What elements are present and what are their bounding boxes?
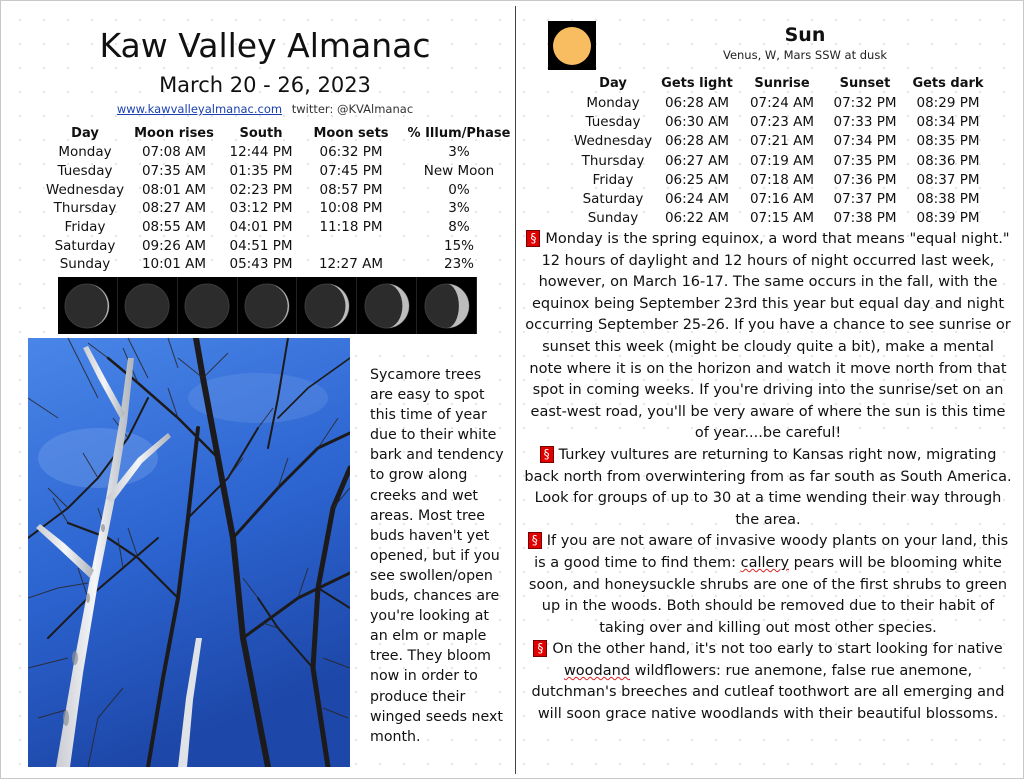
table-cell: Saturday	[582, 191, 644, 208]
table-row	[572, 209, 990, 228]
table-cell: 09:26 AM	[141, 237, 207, 254]
table-cell: 05:43 PM	[229, 256, 293, 273]
table-cell: 08:34 PM	[916, 113, 980, 130]
table-cell: Tuesday	[57, 163, 113, 180]
table-cell: Wednesday	[45, 181, 125, 198]
table-cell: 06:28 AM	[664, 133, 730, 150]
section-marker-icon: §	[526, 230, 540, 247]
table-row	[572, 170, 990, 189]
table-row	[572, 151, 990, 170]
sycamore-photo	[28, 338, 350, 767]
moon-phase-icon	[58, 277, 118, 334]
sun-section-title: Sun	[784, 24, 826, 46]
table-cell: 07:32 PM	[833, 94, 897, 111]
table-cell: 08:01 AM	[141, 181, 207, 198]
table-cell: 08:27 AM	[141, 200, 207, 217]
table-cell: 04:01 PM	[229, 219, 293, 236]
note-text: Monday is the spring equinox, a word that means "equal night." 12 hours of daylight and 12 hours of night occurred last week, however, on March 16-17. The same occurs in the fall, with the equinox being September 23rd this year but equal day and night occurring September 25-26. If you have a chance to see sunrise or sunset this week (might be cloudy quite a bit), make a mental note where it is on the horizon and watch it move north from that spot in coming weeks. If you're driving into the sunrise/set on an east-west road, you'll be very aware of where the sun is this time of year....be careful!	[525, 231, 1011, 442]
table-cell: 07:34 PM	[833, 133, 897, 150]
table-cell: 07:19 AM	[749, 152, 815, 169]
table-cell: 07:45 PM	[319, 163, 383, 180]
table-cell: 07:35 PM	[833, 152, 897, 169]
moon-phase-icon	[417, 277, 477, 334]
table-cell: 08:38 PM	[916, 191, 980, 208]
table-row	[42, 255, 518, 274]
moon-phase-icon	[238, 277, 298, 334]
moon-col-header: % Illum/Phase	[407, 126, 511, 141]
table-cell: 08:36 PM	[916, 152, 980, 169]
table-cell: Sunday	[59, 256, 111, 273]
planets-note: Venus, W, Mars SSW at dusk	[722, 48, 888, 62]
note-equinox	[524, 229, 1012, 445]
table-cell: 06:25 AM	[664, 171, 730, 188]
twitter-handle: twitter: @KVAlmanac	[291, 102, 414, 116]
table-row	[572, 189, 990, 208]
moon-phase-icon	[297, 277, 357, 334]
table-cell: 04:51 PM	[229, 237, 293, 254]
table-cell: 06:24 AM	[664, 191, 730, 208]
sun-table-header	[572, 73, 990, 93]
note-wildflowers	[524, 639, 1012, 725]
table-cell: 8%	[448, 219, 470, 236]
table-cell: New Moon	[423, 163, 495, 180]
table-cell: 08:39 PM	[916, 210, 980, 227]
moon-phase-icon	[357, 277, 417, 334]
spellcheck-word: woodand	[563, 662, 631, 679]
moon-col-header: Day	[71, 126, 99, 141]
header-links	[30, 101, 500, 117]
section-marker-icon: §	[528, 532, 542, 549]
table-cell: 11:18 PM	[319, 219, 383, 236]
table-cell: 06:32 PM	[319, 144, 383, 161]
table-cell: 07:16 AM	[749, 191, 815, 208]
table-row	[42, 218, 518, 237]
table-row	[572, 132, 990, 151]
table-cell	[302, 236, 400, 255]
table-cell: Friday	[64, 219, 106, 236]
table-row	[572, 112, 990, 131]
note-text: Turkey vultures are returning to Kansas right now, migrating back north from overwintering from as far south as South America. Look for groups of up to 30 at a time wending their way through the area.	[524, 446, 1012, 528]
table-cell: 06:27 AM	[664, 152, 730, 169]
table-cell: 07:33 PM	[833, 113, 897, 130]
spellcheck-word: callery	[740, 554, 790, 571]
table-cell: Thursday	[581, 152, 645, 169]
table-cell: 07:36 PM	[833, 171, 897, 188]
note-text: pears will be blooming white soon, and honeysuckle shrubs are one of the first shrubs to green up in the woods. Both should be removed due to their habit of taking over and killing out most other species.	[528, 554, 1008, 636]
table-cell: 08:35 PM	[916, 133, 980, 150]
moon-phase-icon	[118, 277, 178, 334]
table-cell: 07:21 AM	[749, 133, 815, 150]
table-cell: 3%	[448, 200, 470, 217]
table-cell: 08:55 AM	[141, 219, 207, 236]
table-cell: 02:23 PM	[229, 181, 293, 198]
moon-phase-strip	[58, 277, 477, 334]
table-cell: Monday	[58, 144, 112, 161]
table-cell: 3%	[448, 144, 470, 161]
table-cell: 03:12 PM	[229, 200, 293, 217]
table-row	[42, 199, 518, 218]
moon-col-header: Moon sets	[313, 126, 389, 141]
moon-phase-icon	[178, 277, 238, 334]
table-cell: 10:08 PM	[319, 200, 383, 217]
moon-col-header: Moon rises	[134, 126, 214, 141]
table-cell: 23%	[443, 256, 474, 273]
sun-col-header: Gets dark	[912, 75, 984, 91]
moon-table-header	[42, 124, 518, 143]
table-cell: 08:29 PM	[916, 94, 980, 111]
table-cell: 12:44 PM	[229, 144, 293, 161]
table-row	[572, 93, 990, 112]
table-cell: 15%	[443, 237, 474, 254]
table-row	[42, 236, 518, 255]
table-cell: Wednesday	[573, 133, 653, 150]
sun-col-header: Sunrise	[754, 75, 810, 91]
notes-section	[524, 229, 1012, 726]
sun-table	[572, 73, 990, 228]
table-row	[42, 180, 518, 199]
table-cell: 12:27 AM	[318, 256, 384, 273]
table-cell: 01:35 PM	[229, 163, 293, 180]
sun-col-header: Day	[599, 75, 627, 91]
table-cell: 07:23 AM	[749, 113, 815, 130]
table-cell: Saturday	[54, 237, 116, 254]
table-cell: 08:37 PM	[916, 171, 980, 188]
table-row	[42, 143, 518, 162]
section-marker-icon: §	[540, 446, 554, 463]
table-cell: 06:30 AM	[664, 113, 730, 130]
moon-col-header: South	[239, 126, 283, 141]
column-divider	[515, 6, 516, 774]
note-text: wildflowers: rue anemone, false rue anemone, dutchman's breeches and cutleaf toothwort are all emerging and will soon grace native woodlands with their beautiful blossoms.	[531, 662, 1005, 723]
note-invasives	[524, 531, 1012, 639]
table-cell: 07:18 AM	[749, 171, 815, 188]
table-cell: 07:38 PM	[833, 210, 897, 227]
table-cell: Monday	[586, 94, 640, 111]
table-cell: 08:57 PM	[319, 181, 383, 198]
table-cell: 0%	[448, 181, 470, 198]
table-cell: 07:15 AM	[749, 210, 815, 227]
photo-caption: Sycamore trees are easy to spot this time of year due to their white bark and tendency to grow along creeks and wet areas. Most tree buds haven't yet opened, but if you see swollen/open buds, chances are you're looking at an elm or maple tree. They bloom now in order to produce their winged seeds next month.	[370, 367, 504, 745]
table-cell: 07:08 AM	[141, 144, 207, 161]
note-text: On the other hand, it's not too early to start looking for native	[552, 641, 1003, 658]
date-range: March 20 - 26, 2023	[159, 73, 371, 97]
note-vultures	[524, 445, 1012, 531]
sun-col-header: Sunset	[839, 75, 891, 91]
table-cell: 07:35 AM	[141, 163, 207, 180]
website-link[interactable]: www.kawvalleyalmanac.com	[116, 102, 283, 116]
note-text: If you are not aware of invasive woody plants on your land, this is a good time to find them:	[534, 533, 1009, 571]
sun-col-header: Gets light	[661, 75, 733, 91]
section-marker-icon: §	[533, 640, 547, 657]
page-title: Kaw Valley Almanac	[99, 26, 431, 65]
table-cell: Thursday	[53, 200, 117, 217]
sun-icon	[548, 21, 596, 70]
table-cell: 10:01 AM	[141, 256, 207, 273]
table-cell: 06:28 AM	[664, 94, 730, 111]
table-cell: 07:24 AM	[749, 94, 815, 111]
table-row	[42, 162, 518, 181]
table-cell: Sunday	[587, 210, 639, 227]
table-cell: Tuesday	[585, 113, 641, 130]
table-cell: Friday	[592, 171, 634, 188]
table-cell: 06:22 AM	[664, 210, 730, 227]
table-cell: 07:37 PM	[833, 191, 897, 208]
moon-table	[42, 124, 518, 274]
